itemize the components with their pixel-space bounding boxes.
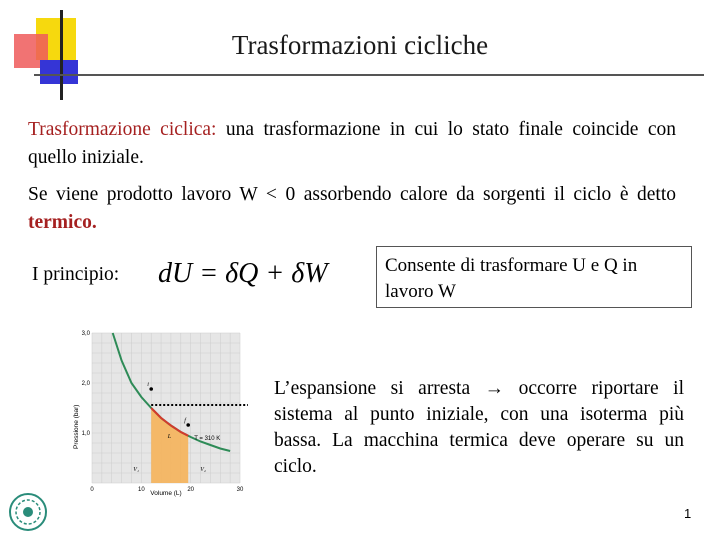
y-tick-label: 2,0 bbox=[81, 381, 90, 387]
isotherm-label: T = 310 K bbox=[194, 435, 221, 442]
termico-text: Se viene prodotto lavoro W < 0 assorbendo calore da sorgenti il ciclo è detto bbox=[28, 184, 676, 205]
definition-paragraph bbox=[28, 116, 676, 172]
state-point-i bbox=[149, 387, 153, 391]
state-point-f bbox=[186, 423, 190, 427]
expansion-paragraph: L’espansione si arresta → occorre riportare il sistema al punto iniziale, con una isoterma più bassa. La macchina termica deve operare su un ciclo. bbox=[274, 378, 684, 477]
termico-paragraph bbox=[28, 181, 676, 237]
first-law-formula: dU = δQ + δW bbox=[158, 258, 328, 289]
university-logo bbox=[8, 492, 48, 532]
page-number: 1 bbox=[684, 506, 692, 521]
y-tick-label: 1,0 bbox=[81, 431, 90, 437]
decor-horizontal-line bbox=[34, 74, 704, 76]
definition-text: una trasformazione in cui lo stato finale coincide con quello iniziale. bbox=[28, 119, 676, 168]
definition-term: Trasformazione ciclica: bbox=[28, 119, 217, 140]
pv-diagram bbox=[68, 325, 248, 497]
y-tick-label: 3,0 bbox=[81, 331, 90, 337]
x-tick-label: 10 bbox=[137, 487, 145, 493]
area-label: L bbox=[167, 434, 172, 440]
principio-label: I principio: bbox=[32, 264, 120, 285]
state-label-i: i bbox=[147, 382, 149, 388]
conversion-box: Consente di trasformare U e Q in lavoro W bbox=[376, 246, 692, 308]
slide-title: Trasformazioni cicliche bbox=[231, 30, 489, 60]
y-axis-label: Pressione (bar) bbox=[73, 404, 80, 449]
v1-marker: V₁ bbox=[133, 467, 139, 473]
x-tick-label: 30 bbox=[236, 487, 244, 493]
state-label-f: f bbox=[184, 418, 186, 424]
termico-highlight: termico. bbox=[28, 212, 97, 233]
decor-blue-bar bbox=[40, 60, 78, 84]
v2-marker: V₂ bbox=[200, 467, 206, 473]
x-tick-label: 0 bbox=[90, 487, 94, 493]
x-tick-label: 20 bbox=[187, 487, 195, 493]
x-axis-label: Volume (L) bbox=[150, 490, 182, 497]
